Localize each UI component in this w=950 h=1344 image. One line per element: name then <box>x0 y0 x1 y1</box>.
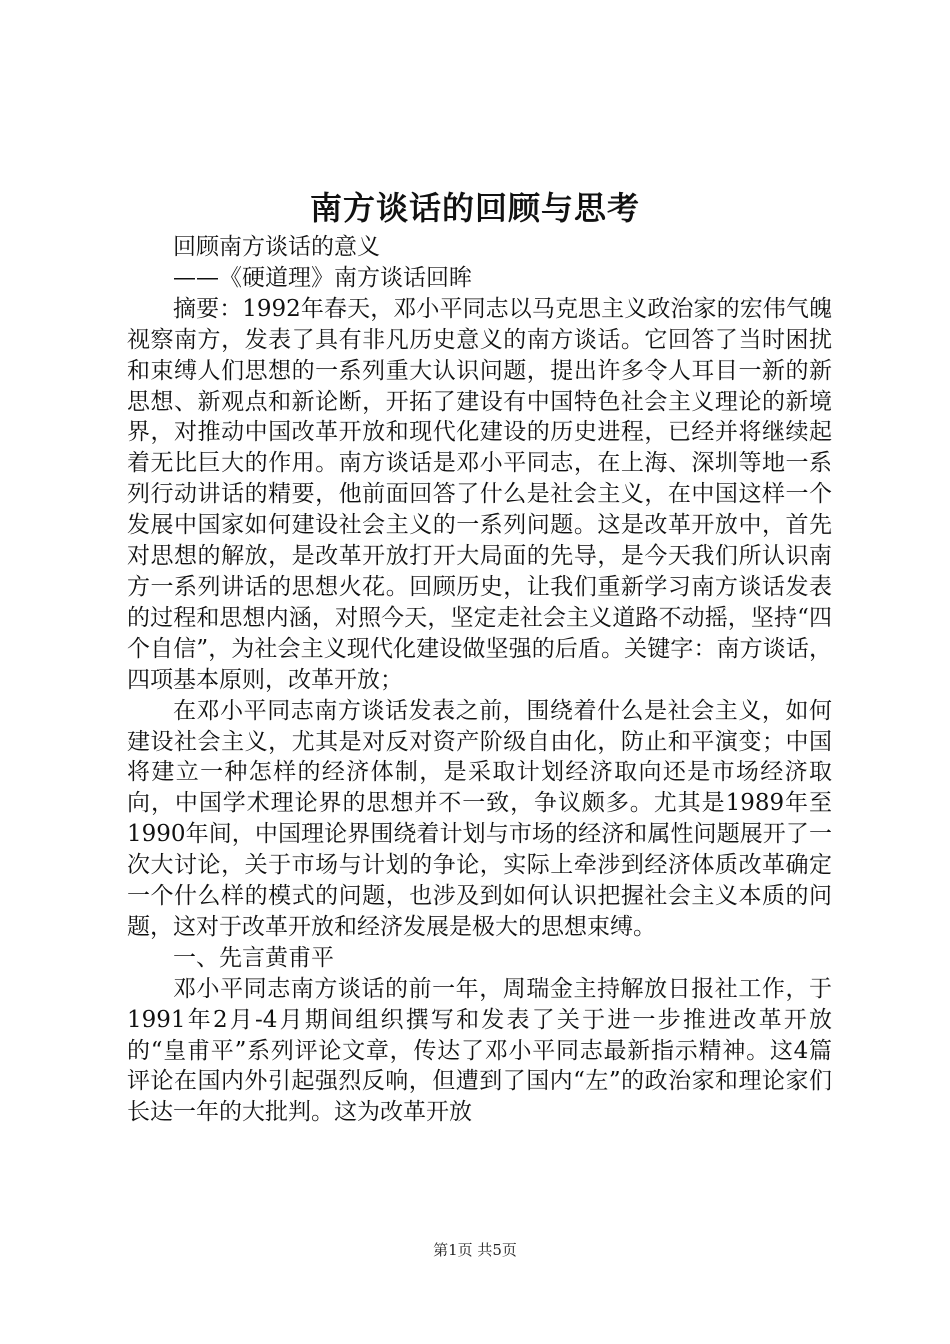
page-footer: 第1页 共5页 <box>433 1241 517 1259</box>
paragraph-subheading: ——《硬道理》南方谈话回眸 <box>173 264 472 291</box>
section-heading-1: 一、先言黄甫平 <box>173 944 334 971</box>
paragraph-background: 在邓小平同志南方谈话发表之前，围绕着什么是社会主义，如何建设社会主义，尤其是对反对资产阶级自由化，防止和平演变；中国将建立一种怎样的经济体制，是采取计划经济取向还是市场经济取向，中国学术理论界的思想并不一致，争议颇多。尤其是1989年至1990年间，中国理论界围绕着计划与市场的经济和属性问题展开了一次大讨论，关于市场与计划的争论，实际上牵涉到经济体质改革确定一个什么样的模式的问题，也涉及到如何认识把握社会主义本质的问题，这对于改革开放和经济发展是极大的思想束缚。 <box>127 697 832 940</box>
document-title: 南方谈话的回顾与思考 <box>309 189 640 227</box>
paragraph-section-1: 邓小平同志南方谈话的前一年，周瑞金主持解放日报社工作，于1991年2月-4月期间组织撰写和发表了关于进一步推进改革开放的“皇甫平”系列评论文章，传达了邓小平同志最新指示精神。这4篇评论在国内外引起强烈反响，但遭到了国内“左”的政治家和理论家们长达一年的大批判。这为改革开放 <box>127 975 832 1126</box>
paragraph-abstract: 摘要：1992年春天，邓小平同志以马克思主义政治家的宏伟气魄视察南方，发表了具有非凡历史意义的南方谈话。它回答了当时困扰和束缚人们思想的一系列重大认识问题，提出许多令人耳目一新的新思想、新观点和新论断，开拓了建设有中国特色社会主义理论的新境界，对推动中国改革开放和现代化建设的历史进程，已经并将继续起着无比巨大的作用。南方谈话是邓小平同志，在上海、深圳等地一系列行动讲话的精要，他前面回答了什么是社会主义，在中国这样一个发展中国家如何建设社会主义的一系列问题。这是改革开放中，首先对思想的解放，是改革开放打开大局面的先导，是今天我们所认识南方一系列讲话的思想火花。回顾历史，让我们重新学习南方谈话发表的过程和思想内涵，对照今天，坚定走社会主义道路不动摇，坚持“四个自信”，为社会主义现代化建设做坚强的后盾。关键字：南方谈话，四项基本原则，改革开放； <box>127 295 832 693</box>
paragraph-subtitle: 回顾南方谈话的意义 <box>173 234 380 260</box>
document-body <box>127 232 832 1128</box>
